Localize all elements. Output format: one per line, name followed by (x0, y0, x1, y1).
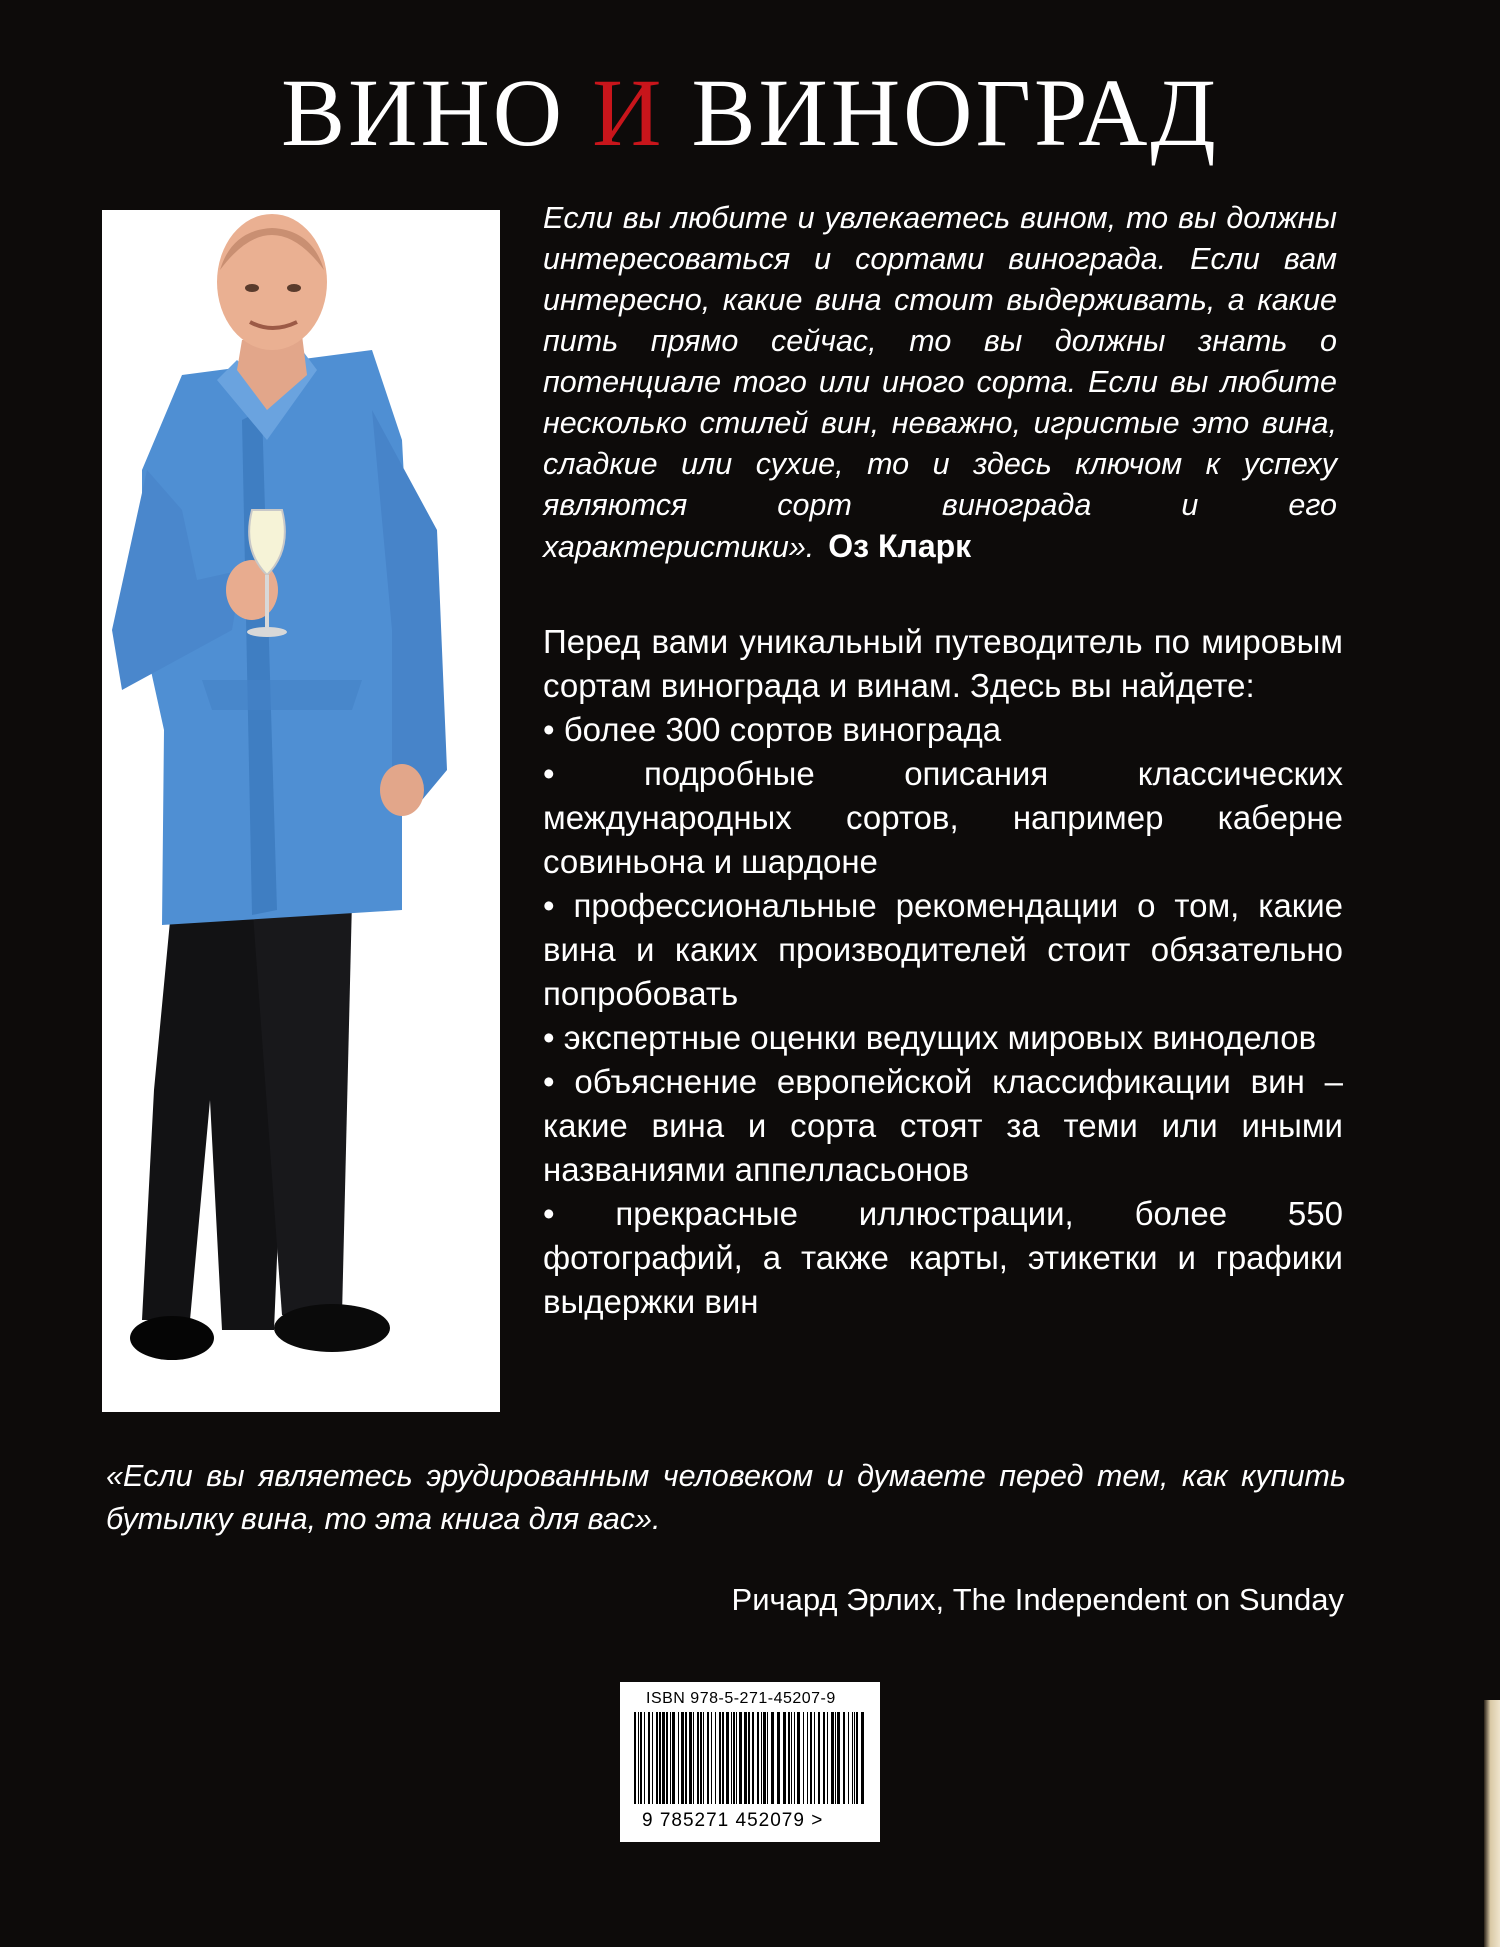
quote-text: Если вы любите и увлекаетесь вином, то вы должны интересоваться и сортами винограда. Если вам интересно, какие вина стоит выдерживать, а какие пить прямо сейчас, то вы должны знать о потенциале того или иного сорта. Если вы любите несколько стилей вин, неважно, игристые это вина, сладкие или сухие, то и здесь ключом к успеху являются сорт винограда и его характеристики». (543, 201, 1337, 564)
title-accent: И (592, 59, 665, 166)
barcode (620, 1682, 880, 1842)
book-title (0, 58, 1500, 168)
feature-item: • прекрасные иллюстрации, более 550 фотографий, а также карты, этикетки и графики выдержки вин (543, 1192, 1343, 1324)
feature-item: • подробные описания классических международных сортов, например каберне совиньона и шардоне (543, 752, 1343, 884)
barcode-digits: 9 785271 452079 > (642, 1810, 824, 1831)
feature-item: • более 300 сортов винограда (543, 708, 1343, 752)
author-figure-icon (102, 210, 500, 1412)
description-intro: Перед вами уникальный путеводитель по мировым сортам винограда и винам. Здесь вы найдете: (543, 623, 1343, 704)
feature-item: • экспертные оценки ведущих мировых виноделов (543, 1016, 1343, 1060)
title-part-2: ВИНОГРАД (664, 59, 1219, 166)
quote-author: Оз Кларк (828, 528, 972, 564)
title-part-1: ВИНО (281, 59, 593, 166)
author-photo (102, 210, 500, 1412)
isbn-label: ISBN 978-5-271-45207-9 (646, 1690, 836, 1707)
review-quote: «Если вы являетесь эрудированным человеком и думаете перед тем, как купить бутылку вина, то эта книга для вас». (106, 1459, 1346, 1536)
book-description (543, 620, 1343, 1324)
feature-item: • профессиональные рекомендации о том, какие вина и каких производителей стоит обязательно попробовать (543, 884, 1343, 1016)
edge-strip (1484, 1700, 1500, 1947)
feature-list (543, 708, 1343, 1324)
author-quote (543, 198, 1337, 568)
barcode-bars-icon (634, 1712, 866, 1810)
reviewer-credit: Ричард Эрлих, The Independent on Sunday (731, 1582, 1344, 1617)
feature-item: • объяснение европейской классификации вин – какие вина и сорта стоят за теми или иными названиями аппелласьонов (543, 1060, 1343, 1192)
